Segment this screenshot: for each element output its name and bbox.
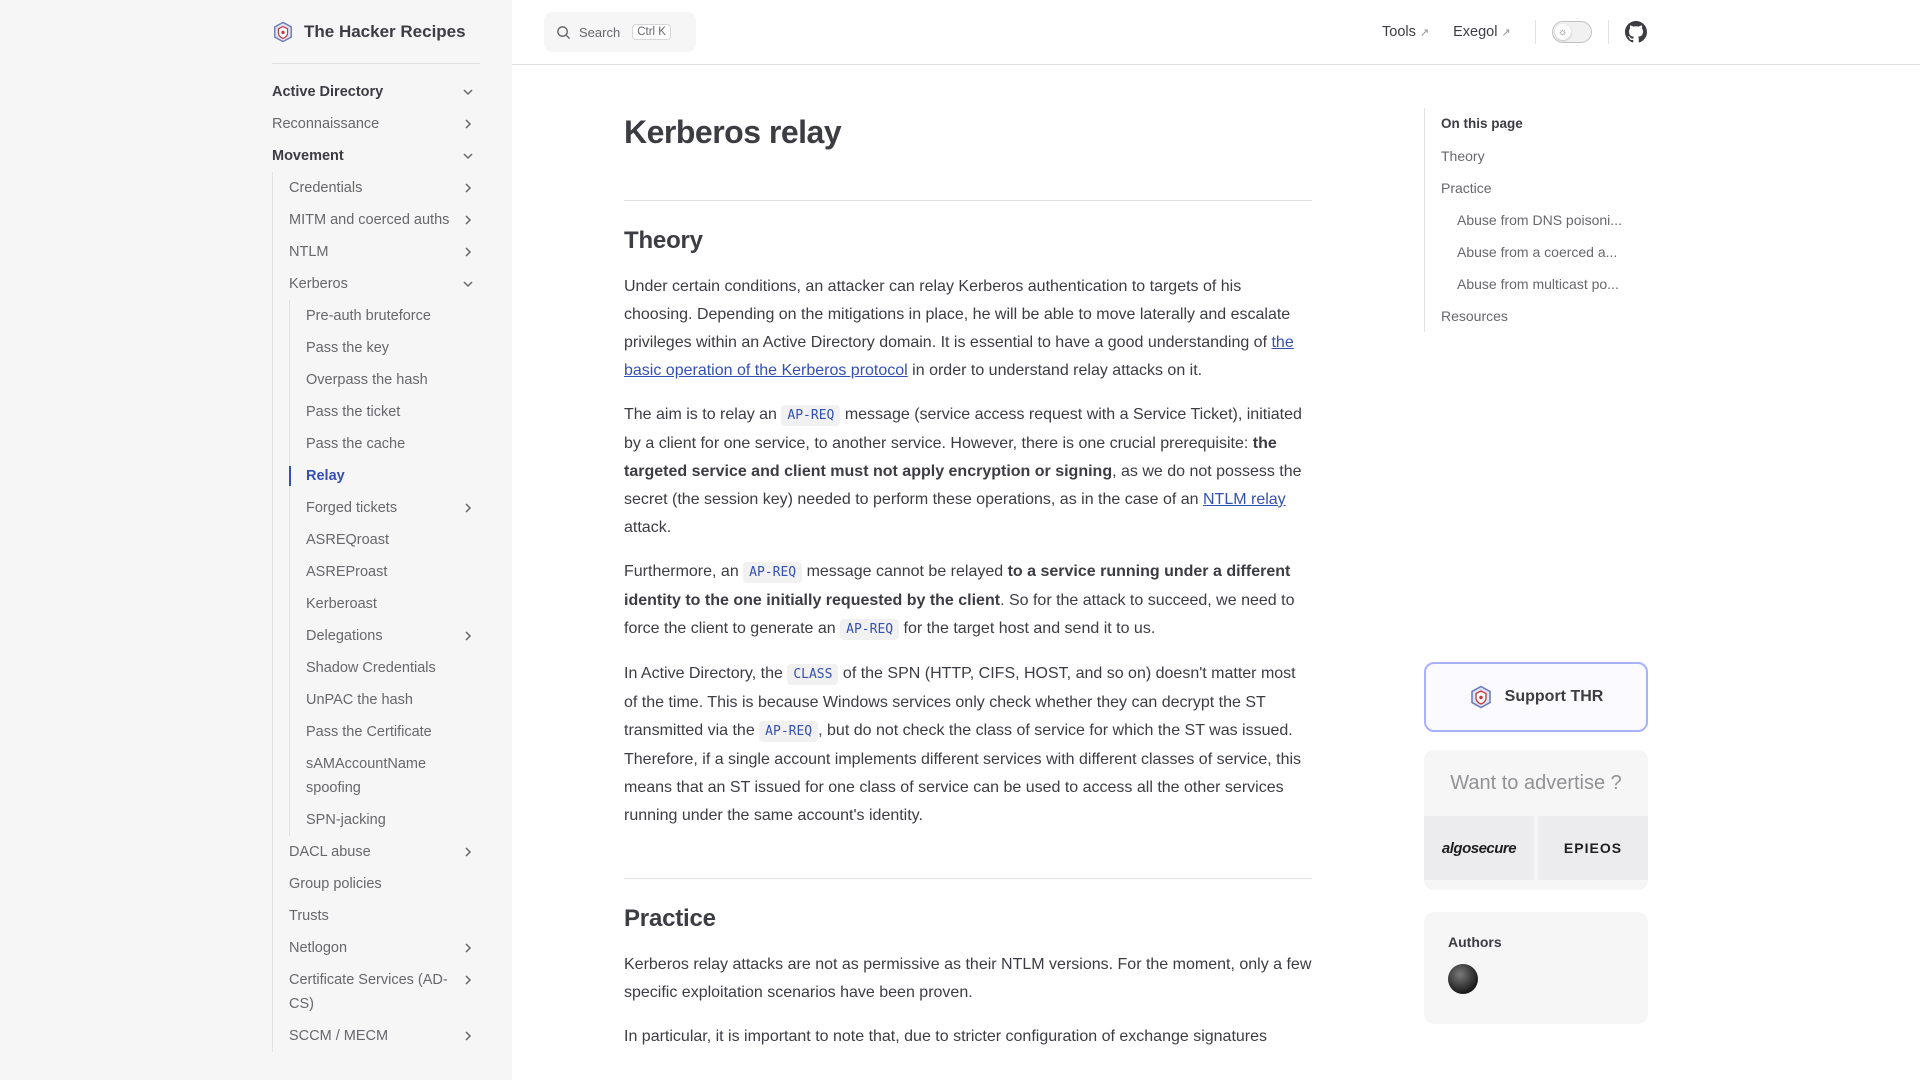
chevron-right-icon[interactable] [456, 176, 480, 200]
sidebar-item-shadow-credentials[interactable] [306, 652, 480, 684]
top-bar [512, 0, 1920, 65]
sidebar-item-label: MITM and coerced auths [289, 212, 450, 228]
bold-text: to a service running under a different identity to the one initially requested by the client [624, 563, 1291, 609]
sidebar-item-pass-the-cache[interactable] [306, 428, 480, 460]
sidebar-item-spn-jacking[interactable] [306, 804, 480, 836]
nav-link-label: Exegol [1453, 24, 1498, 40]
inline-code: CLASS [787, 664, 838, 685]
sidebar-item-pass-the-certificate[interactable] [306, 716, 480, 748]
support-label: Support THR [1504, 688, 1604, 705]
inline-code: AP-REQ [781, 405, 840, 426]
chevron-right-icon[interactable] [456, 240, 480, 264]
top-nav [1382, 0, 1647, 64]
sidebar-item-group-policies[interactable] [289, 868, 480, 900]
text: message (service access request with a Service Ticket), initiated by a client for one service, to another service. However, there is one crucial prerequisite: [624, 406, 1302, 452]
sidebar-item-asreqroast[interactable] [306, 524, 480, 556]
text: , as we do not possess the secret (the session key) needed to perform these operations, as in the case of an [624, 463, 1302, 508]
sidebar-item-active-directory[interactable] [272, 76, 480, 108]
kerberos-group [289, 300, 480, 836]
sidebar-item-label: Pass the ticket [306, 404, 401, 420]
sidebar-item-credentials[interactable] [289, 172, 480, 204]
sidebar-item-kerberos[interactable] [289, 268, 480, 300]
thr-logo-icon [1469, 685, 1493, 709]
toc-item-theory[interactable]: Theory [1441, 148, 1485, 164]
sidebar-item-sccm[interactable] [289, 1020, 480, 1052]
sidebar-item-label: Pass the Certificate [306, 724, 432, 740]
chevron-down-icon[interactable] [456, 272, 480, 296]
sidebar-item-delegations[interactable] [306, 620, 480, 652]
sidebar-item-label: Delegations [306, 628, 383, 644]
sidebar-item-label: Group policies [289, 876, 382, 892]
toc-item-practice[interactable]: Practice [1441, 180, 1492, 196]
nav-link-exegol[interactable] [1453, 24, 1511, 40]
text: attack. [624, 519, 672, 536]
external-link-icon: ↗ [1419, 26, 1430, 39]
sidebar-item-label: Forged tickets [306, 500, 398, 516]
sidebar-item-label: Certificate Services (AD-CS) [289, 972, 448, 1012]
sun-icon: ☼ [1555, 24, 1571, 40]
divider [1535, 20, 1536, 44]
theory-paragraph-2 [624, 401, 1312, 542]
sidebar-item-adcs[interactable] [289, 964, 480, 1020]
sponsor-algosecure[interactable]: algosecure [1424, 816, 1534, 880]
sidebar-item-dacl-abuse[interactable] [289, 836, 480, 868]
sidebar-item-samaccountname-spoofing[interactable] [306, 748, 480, 804]
chevron-down-icon[interactable] [456, 80, 480, 104]
chevron-down-icon[interactable] [456, 144, 480, 168]
sidebar-item-asreproast[interactable] [306, 556, 480, 588]
sidebar-item-preauth-bruteforce[interactable] [306, 300, 480, 332]
text: message cannot be relayed [802, 563, 1008, 580]
sidebar-item-label: Reconnaissance [272, 116, 380, 132]
sidebar-item-label: Pass the key [306, 340, 390, 356]
theory-heading: Theory [624, 227, 703, 254]
advertise-panel [1424, 750, 1648, 890]
sidebar-item-label: Pass the cache [306, 436, 406, 452]
brand[interactable] [272, 0, 480, 64]
sidebar-item-reconnaissance[interactable] [272, 108, 480, 140]
sidebar-item-label: Trusts [289, 908, 329, 924]
chevron-right-icon[interactable] [456, 624, 480, 648]
sidebar-item-label: DACL abuse [289, 844, 371, 860]
toc-heading: On this page [1441, 116, 1523, 131]
sidebar-item-label: sAMAccountName spoofing [306, 756, 427, 796]
sidebar-item-movement[interactable] [272, 140, 480, 172]
thr-logo-icon [272, 21, 294, 43]
search-shortcut: Ctrl K [632, 24, 671, 40]
text: . So for the attack to succeed, we need to force the client to generate an [624, 592, 1295, 637]
sidebar-item-label: Credentials [289, 180, 363, 196]
text: Under certain conditions, an attacker can relay Kerberos authentication to targets of his choosing. Depending on the mitigations in place, he will be able to move laterally and escalate privileges within an Active Directory domain. It is essential to have a good understanding of [624, 278, 1291, 351]
sidebar-item-netlogon[interactable] [289, 932, 480, 964]
inline-code: AP-REQ [759, 721, 818, 742]
text: The aim is to relay an [624, 406, 782, 423]
text: in order to understand relay attacks on it. [907, 362, 1203, 379]
practice-paragraph-2: In particular, it is important to note that, due to stricter configuration of exchange signatures [624, 1028, 1268, 1045]
support-button[interactable] [1424, 662, 1648, 732]
sidebar-item-pass-the-ticket[interactable] [306, 396, 480, 428]
sidebar-nav [272, 64, 480, 1052]
sidebar [0, 0, 512, 1080]
page-title: Kerberos relay [624, 114, 842, 150]
sidebar-item-label: Netlogon [289, 940, 348, 956]
sponsor-logos [1424, 816, 1648, 880]
sidebar-item-label: Pre-auth bruteforce [306, 308, 431, 324]
sidebar-item-mitm[interactable] [289, 204, 480, 236]
divider [624, 878, 1312, 879]
divider [1608, 20, 1609, 44]
github-icon[interactable] [1625, 21, 1647, 43]
kerberos-protocol-link[interactable]: the basic operation of the Kerberos protocol [624, 334, 1294, 379]
sidebar-item-forged-tickets[interactable] [306, 492, 480, 524]
bold-text: the targeted service and client must not apply encryption or signing [624, 435, 1277, 480]
sidebar-item-label: Shadow Credentials [306, 660, 436, 676]
search-button[interactable] [544, 12, 696, 52]
text: for the target host and send it to us. [899, 620, 1156, 637]
authors-heading: Authors [1448, 934, 1502, 950]
sidebar-item-relay[interactable] [306, 460, 480, 492]
theory-paragraph-3 [624, 558, 1312, 644]
sidebar-item-unpac-the-hash[interactable] [306, 684, 480, 716]
movement-group [272, 172, 480, 1052]
chevron-right-icon[interactable] [456, 496, 480, 520]
ntlm-relay-link[interactable]: NTLM relay [1203, 491, 1286, 508]
sidebar-item-kerberoast[interactable] [306, 588, 480, 620]
app-title: The Hacker Recipes [304, 21, 466, 41]
search-label: Search [579, 24, 621, 40]
advertise-link[interactable]: Want to advertise ? [1450, 771, 1622, 794]
theory-paragraph-4 [624, 660, 1312, 830]
text: In Active Directory, the [624, 665, 788, 682]
theory-paragraph-1 [624, 273, 1312, 385]
chevron-right-icon[interactable] [456, 112, 480, 136]
practice-paragraph-1: Kerberos relay attacks are not as permissive as their NTLM versions. For the moment, only a few specific exploitation scenarios have been proven. [624, 956, 1312, 1001]
sponsor-epieos[interactable]: EPIEOS [1538, 816, 1648, 880]
theme-toggle[interactable] [1552, 21, 1592, 43]
toc-item-dns-poisoning[interactable]: Abuse from DNS poisoni... [1457, 212, 1622, 228]
inline-code: AP-REQ [840, 619, 899, 640]
toc-item-multicast-poisoning[interactable]: Abuse from multicast po... [1457, 276, 1619, 292]
sidebar-item-label: UnPAC the hash [306, 692, 413, 708]
nav-link-label: Tools [1382, 24, 1416, 40]
text: of the SPN (HTTP, CIFS, HOST, and so on) doesn't matter most of the time. This is because Windows services only check whether they can decrypt the ST transmitted via the [624, 665, 1296, 739]
sidebar-item-label: ASREProast [306, 564, 388, 580]
sidebar-item-label: SPN-jacking [306, 812, 386, 828]
sidebar-item-ntlm[interactable] [289, 236, 480, 268]
practice-heading: Practice [624, 905, 716, 932]
sidebar-item-label: Relay [306, 468, 345, 484]
chevron-right-icon[interactable] [456, 1024, 480, 1048]
nav-link-tools[interactable] [1382, 24, 1429, 40]
main-content [624, 88, 1312, 1051]
chevron-right-icon[interactable] [456, 208, 480, 232]
chevron-right-icon[interactable] [456, 840, 480, 864]
search-icon [556, 25, 571, 40]
sidebar-item-label: Kerberos [289, 276, 348, 292]
chevron-right-icon[interactable] [456, 936, 480, 960]
sidebar-item-overpass-the-hash[interactable] [306, 364, 480, 396]
sidebar-item-label: ASREQroast [306, 532, 389, 548]
sidebar-item-label: Movement [272, 148, 344, 164]
outline [1424, 108, 1648, 332]
sidebar-item-trusts[interactable] [289, 900, 480, 932]
sidebar-item-label: SCCM / MECM [289, 1028, 389, 1044]
avatar[interactable] [1448, 964, 1478, 994]
toc-item-resources[interactable]: Resources [1441, 308, 1508, 324]
table-of-contents [1424, 108, 1648, 332]
authors-panel [1424, 912, 1648, 1024]
text: Furthermore, an [624, 563, 744, 580]
sidebar-item-label: Kerberoast [306, 596, 377, 612]
divider [624, 200, 1312, 201]
inline-code: AP-REQ [743, 562, 802, 583]
sidebar-item-label: Overpass the hash [306, 372, 428, 388]
toc-item-coerced-auth[interactable]: Abuse from a coerced a... [1457, 244, 1618, 260]
sidebar-item-label: NTLM [289, 244, 329, 260]
text: , but do not check the class of service for which the ST was issued. Therefore, if a single account implements different services with different classes of service, this means that an ST issued for one class of service can be used to access all the other services running under the same account's identity. [624, 722, 1302, 824]
chevron-right-icon[interactable] [456, 968, 480, 992]
sidebar-item-label: Active Directory [272, 84, 384, 100]
external-link-icon: ↗ [1501, 26, 1511, 39]
sidebar-item-pass-the-key[interactable] [306, 332, 480, 364]
